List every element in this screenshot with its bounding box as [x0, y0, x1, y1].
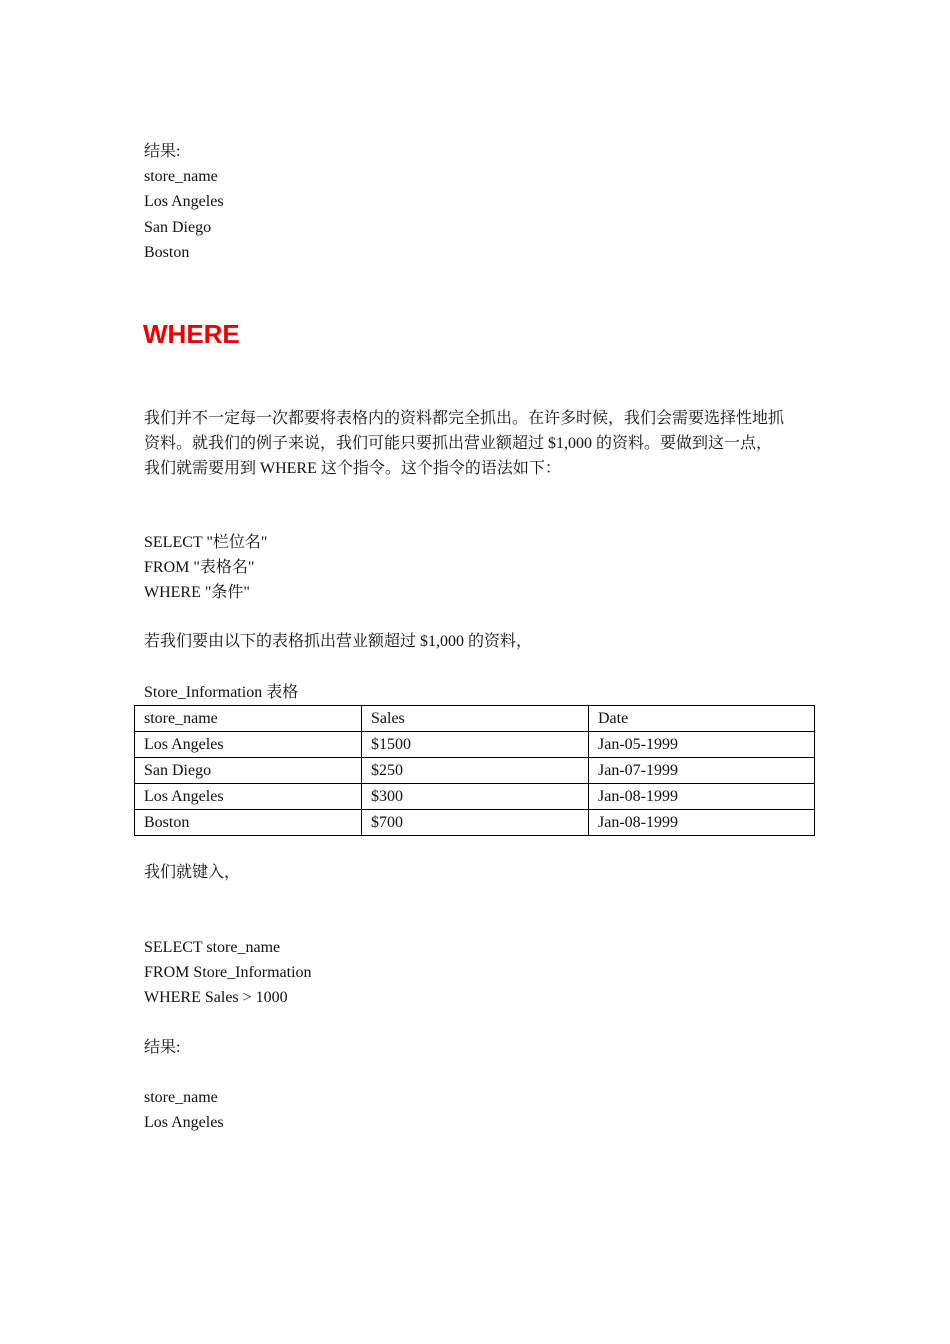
table-cell: Jan-08-1999 — [589, 784, 815, 810]
result-label: 结果: — [144, 1039, 181, 1056]
syntax-line: SELECT "栏位名" — [144, 534, 268, 551]
table-row — [135, 784, 815, 810]
table-cell: Jan-05-1999 — [589, 732, 815, 758]
type-in-label: 我们就键入， — [144, 864, 241, 881]
result-line: Boston — [144, 244, 190, 261]
paragraph-line: 我们并不一定每一次都要将表格内的资料都完全抓出。在许多时候，我们会需要选择性地抓 — [144, 410, 785, 427]
table-row — [135, 732, 815, 758]
paragraph-line: 我们就需要用到 WHERE 这个指令。这个指令的语法如下： — [144, 460, 561, 477]
result-line: store_name — [144, 1089, 218, 1106]
syntax-line: WHERE "条件" — [144, 584, 250, 601]
example-intro: 若我们要由以下的表格抓出营业额超过 $1,000 的资料， — [144, 633, 533, 650]
column-header: Date — [589, 706, 815, 732]
table-row — [135, 810, 815, 836]
table-row — [135, 758, 815, 784]
column-header: Sales — [362, 706, 589, 732]
table-cell: $1500 — [362, 732, 589, 758]
query-line: FROM Store_Information — [144, 964, 312, 981]
column-header: store_name — [135, 706, 362, 732]
result-line: Los Angeles — [144, 193, 224, 210]
section-heading: WHERE — [143, 319, 240, 349]
table-cell: Los Angeles — [135, 784, 362, 810]
table-cell: Jan-07-1999 — [589, 758, 815, 784]
table-cell: $250 — [362, 758, 589, 784]
result-line: San Diego — [144, 219, 212, 236]
store-information-table — [134, 705, 815, 836]
result-line: store_name — [144, 168, 218, 185]
table-header-row — [135, 706, 815, 732]
table-cell: Jan-08-1999 — [589, 810, 815, 836]
table-cell: $300 — [362, 784, 589, 810]
table-cell: San Diego — [135, 758, 362, 784]
table-cell: Los Angeles — [135, 732, 362, 758]
query-line: SELECT store_name — [144, 939, 281, 956]
result-label: 结果: — [144, 143, 181, 160]
query-line: WHERE Sales > 1000 — [144, 989, 288, 1006]
result-line: Los Angeles — [144, 1114, 224, 1131]
intro-paragraph — [144, 406, 816, 481]
table-caption: Store_Information 表格 — [144, 684, 299, 701]
paragraph-line: 资料。就我们的例子来说，我们可能只要抓出营业额超过 $1,000 的资料。要做到这一点， — [144, 435, 773, 452]
syntax-line: FROM "表格名" — [144, 559, 255, 576]
table-cell: Boston — [135, 810, 362, 836]
table-cell: $700 — [362, 810, 589, 836]
